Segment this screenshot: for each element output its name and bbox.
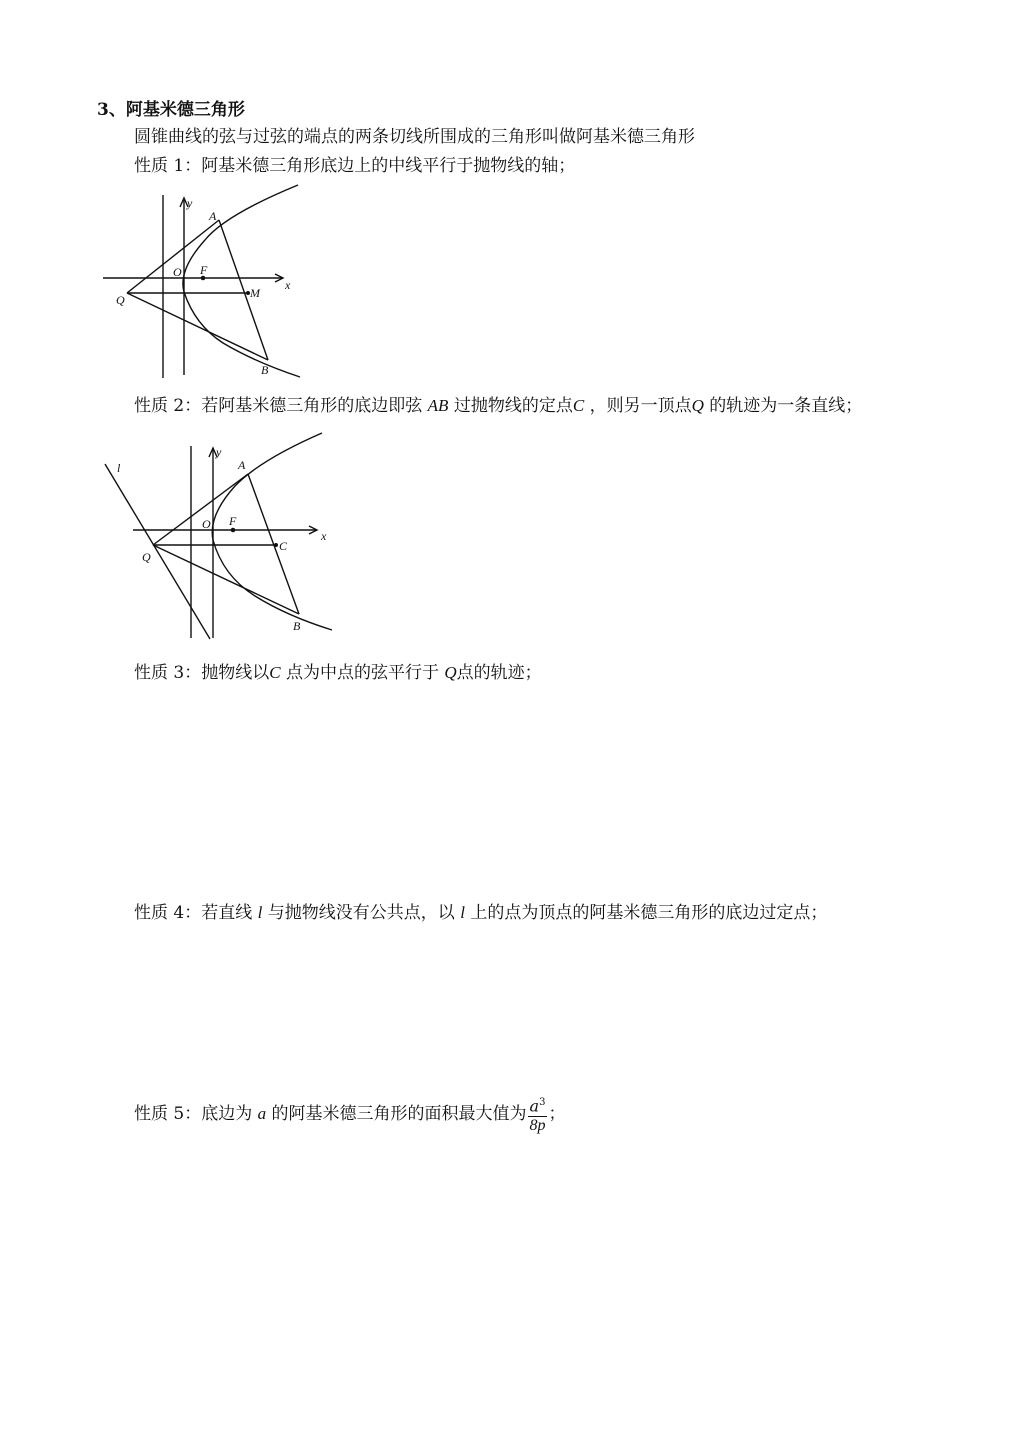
figure-1-label-y: y — [187, 196, 193, 210]
property-4-var-l-2: l — [460, 903, 465, 922]
property-2-part3: ，则另一顶点 — [589, 396, 692, 416]
figure-2-point-c — [274, 543, 278, 547]
property-4-part3: 上的点为顶点的阿基米德三角形的底边过定点； — [470, 903, 828, 923]
figure-1-label-a: A — [209, 209, 217, 223]
figure-2-label-x: x — [321, 529, 327, 543]
property-5-part3: ； — [548, 1104, 566, 1124]
section-heading: 3、阿基米德三角形 — [97, 100, 245, 120]
figure-1-tangent-qa — [127, 220, 219, 293]
property-4 — [134, 902, 827, 924]
figure-1-label-x: x — [285, 278, 291, 292]
figure-2-tangent-qa — [153, 474, 248, 545]
property-2-var-q: Q — [691, 396, 704, 415]
figure-2-label-o: O — [202, 517, 211, 531]
property-4-var-l: l — [257, 903, 263, 922]
property-5-var-a: a — [257, 1104, 267, 1123]
fraction-numerator: $a^3$ — [528, 1094, 548, 1116]
property-3-part2: 点为中点的弦平行于 — [285, 663, 439, 683]
figure-1-label-b: B — [261, 363, 269, 377]
property-3-part1: 抛物线以 — [201, 663, 270, 683]
figure-1-label-m: M — [250, 286, 260, 300]
property-5-part1: 底边为 — [201, 1104, 253, 1124]
property-3 — [134, 662, 542, 684]
fraction-exponent: 3 — [539, 1097, 546, 1109]
property-3-prefix: 性质 3： — [134, 663, 202, 683]
area-formula-fraction — [528, 1094, 548, 1134]
figure-2-label-q: Q — [142, 550, 151, 564]
figure-2-diagram — [95, 428, 345, 643]
property-4-part1: 若直线 — [201, 903, 253, 923]
property-4-prefix: 性质 4： — [134, 903, 202, 923]
property-2-var-c: C — [572, 396, 585, 415]
figure-2-line-l — [105, 464, 210, 639]
definition-text: 圆锥曲线的弦与过弦的端点的两条切线所围成的三角形叫做阿基米德三角形 — [134, 127, 695, 147]
property-2-prefix: 性质 2： — [134, 396, 202, 416]
figure-1-tangent-qb — [127, 293, 268, 360]
figure-2-focus-point — [231, 528, 236, 533]
figure-1-label-o: O — [173, 265, 182, 279]
figure-1-parabola — [183, 185, 300, 377]
property-5-part2: 的阿基米德三角形的面积最大值为 — [271, 1104, 527, 1124]
figure-2-label-l: l — [117, 461, 121, 475]
figure-2-label-c: C — [279, 539, 288, 553]
property-3-var-c: C — [269, 663, 281, 682]
property-1 — [134, 155, 575, 177]
property-5-prefix: 性质 5： — [134, 1104, 202, 1124]
property-3-var-q: Q — [444, 663, 457, 682]
figure-2-label-y: y — [216, 445, 222, 459]
figure-2-label-a: A — [238, 458, 246, 472]
figure-2-label-b: B — [293, 619, 301, 633]
figure-2-label-f: F — [229, 514, 237, 528]
figure-1-label-f: F — [200, 263, 208, 277]
property-2 — [134, 395, 862, 417]
figure-1-diagram — [95, 180, 310, 380]
property-5 — [134, 1094, 565, 1135]
property-2-var-ab: AB — [427, 396, 449, 415]
figure-1-label-q: Q — [116, 293, 125, 307]
fraction-denominator: 8p — [529, 1116, 546, 1134]
property-3-part3: 点的轨迹； — [456, 663, 542, 683]
property-1-prefix: 性质 1： — [134, 156, 202, 176]
property-2-part4: 的轨迹为一条直线； — [709, 396, 863, 416]
property-4-part2: 与抛物线没有公共点，以 — [267, 903, 455, 923]
property-2-part1: 若阿基米德三角形的底边即弦 — [201, 396, 423, 416]
property-2-part2: 过抛物线的定点 — [453, 396, 573, 416]
figure-1-chord-ab — [219, 220, 268, 360]
property-1-text: 阿基米德三角形底边上的中线平行于抛物线的轴； — [201, 156, 576, 176]
